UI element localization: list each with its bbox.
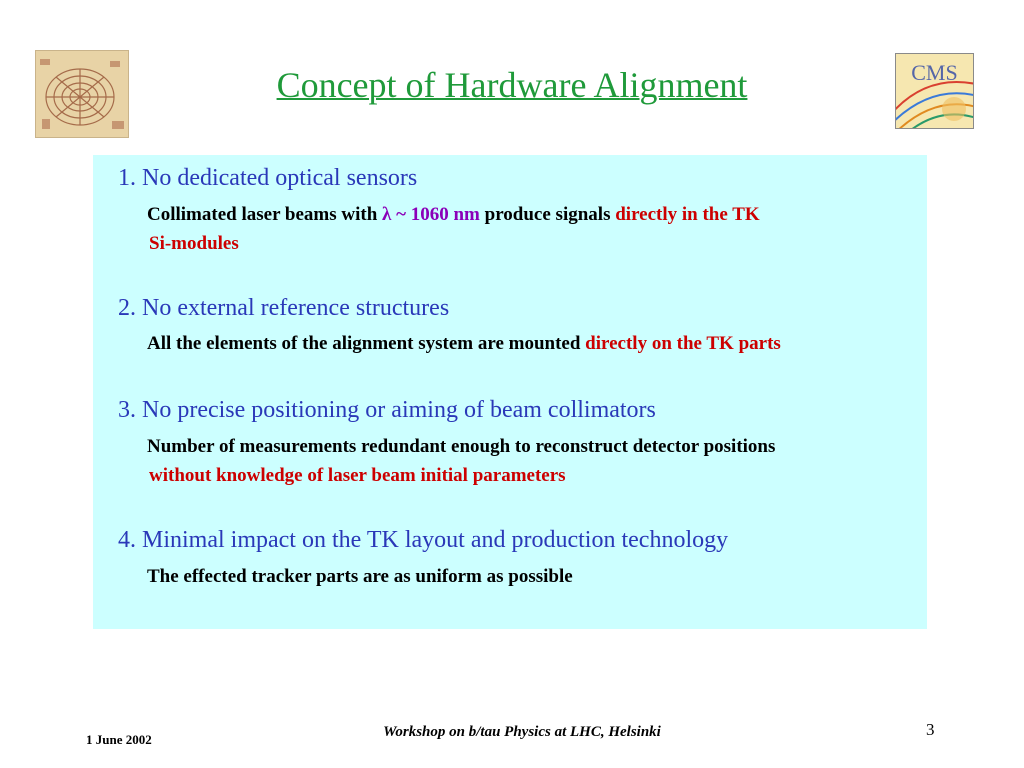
item-1-highlight: directly in the TK [615, 204, 760, 225]
item-1-heading: 1. No dedicated optical sensors [118, 165, 418, 191]
cms-logo [895, 53, 974, 129]
item-3-heading: 3. No precise positioning or aiming of beam collimators [118, 397, 656, 423]
item-2-text-a: All the elements of the alignment system are mounted [147, 333, 586, 354]
item-1-line-1 [147, 204, 760, 226]
item-2-highlight: directly on the TK parts [585, 333, 781, 354]
item-3-line-1: Number of measurements redundant enough to reconstruct detector positions [147, 436, 776, 457]
item-4-line-1: The effected tracker parts are as uniform as possible [147, 566, 573, 587]
item-1-line-2: Si-modules [149, 233, 239, 254]
item-2-heading: 2. No external reference structures [118, 295, 450, 321]
cms-logo-text: CMS [911, 60, 958, 85]
page-number: 3 [926, 720, 935, 739]
footer-event: Workshop on b/tau Physics at LHC, Helsinki [383, 724, 661, 740]
item-4-heading: 4. Minimal impact on the TK layout and production technology [118, 527, 729, 553]
item-2-line-1 [147, 333, 781, 355]
footer-date: 1 June 2002 [86, 732, 152, 747]
content-box [93, 155, 927, 629]
slide-title: Concept of Hardware Alignment [276, 65, 748, 105]
item-1-text-b: produce signals [479, 204, 616, 225]
item-1-text-a: Collimated laser beams with [147, 204, 383, 225]
item-3-line-2: without knowledge of laser beam initial parameters [149, 465, 566, 486]
item-1-wavelength: λ ~ 1060 nm [382, 204, 480, 225]
